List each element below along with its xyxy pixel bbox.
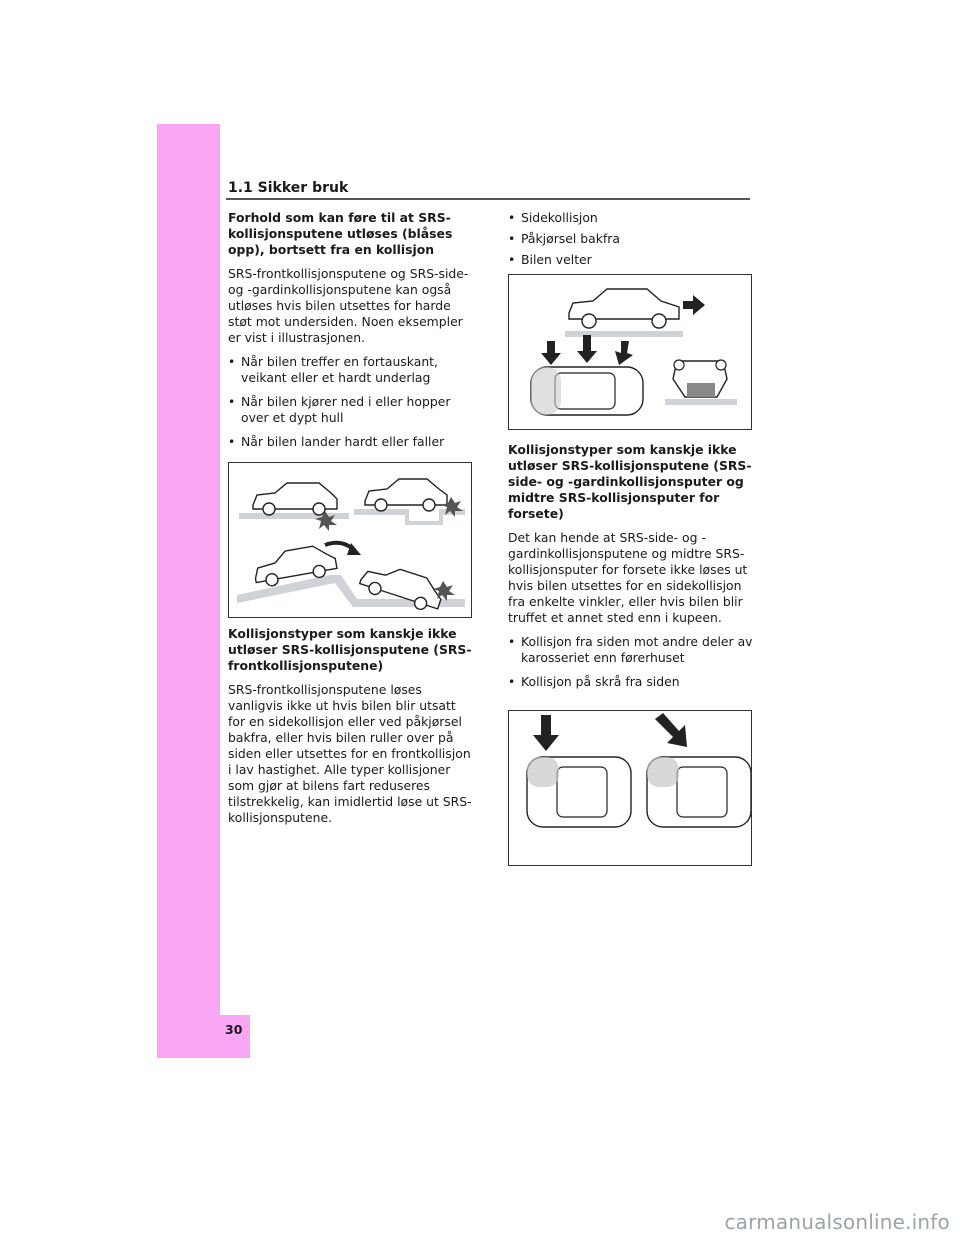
section-title: 1.1 Sikker bruk (228, 180, 349, 196)
left-column (228, 210, 474, 834)
chapter-tab-strip (157, 124, 220, 1058)
arrow-icon (615, 341, 633, 365)
car-top-view-icon (527, 757, 631, 827)
arrow-icon (325, 543, 353, 549)
list-item: • Når bilen lander hardt eller faller (228, 434, 474, 450)
paragraph-side-curtain-airbags: Det kan hende at SRS-side- og -gardinkollisjonsputene og midtre SRS-kollisjonsputer for forsete ikke løses ut hvis bilen utsettes for en sidekollisjon fra enkelte vinkler, eller hvis bilen blir truffet et annet sted enn i kupeen. (508, 530, 748, 625)
list-item: • Bilen velter (508, 252, 754, 268)
car-side-icon (365, 479, 447, 511)
heading-side-curtain-airbags: Kollisjonstyper som kanskje ikke utløser SRS-kollisjonsputene (SRS-side- og -gardinkollisjonsputer og midtre SRS-kollisjonsputer for forsete) (508, 442, 752, 521)
list-item: • Sidekollisjon (508, 210, 754, 226)
paragraph-frontal-airbags: SRS-frontkollisjonsputene løses vanligvis ikke ut hvis bilen blir utsatt for en sidekollisjon eller ved påkjørsel bakfra, eller hvis bilen ruller over på siden eller utsettes for en frontkollisjon i lav hastighet. Alle typer kollisjoner som gjør at bilens fart reduseres tilstrekkelig, kan imidlertid løse ut SRS-kollisjonsputene. (228, 682, 472, 825)
arrow-icon (541, 341, 561, 365)
illustration-side-impact-angles (508, 710, 752, 866)
list-item: • Kollisjon fra siden mot andre deler av karosseriet enn førerhuset (508, 634, 754, 666)
car-side-icon (253, 483, 337, 515)
section-divider (226, 198, 750, 200)
arrow-icon (577, 335, 597, 363)
list-item: • Når bilen kjører ned i eller hopper over et dypt hull (228, 394, 474, 426)
page-number: 30 (225, 1022, 243, 1037)
car-side-icon (569, 289, 679, 328)
list-item: • Påkjørsel bakfra (508, 231, 754, 247)
watermark: carmanualsonline.info (724, 1210, 950, 1234)
right-column (508, 210, 754, 874)
illustration-underside-impacts (228, 462, 472, 618)
paragraph-underside-impact: SRS-frontkollisjonsputene og SRS-side- og -gardinkollisjonsputene kan også utløses hvis bilen utsettes for harde støt mot undersiden. Noen eksempler er vist i illustrasjonen. (228, 266, 469, 345)
illustration-side-rear-rollover (508, 274, 752, 430)
arrow-icon (655, 713, 687, 747)
list-item: • Når bilen treffer en fortauskant, veikant eller et hardt underlag (228, 354, 474, 386)
car-top-view-icon (647, 757, 751, 827)
arrow-icon (533, 715, 559, 751)
list-item: • Kollisjon på skrå fra siden (508, 674, 754, 690)
car-rollover-icon (673, 360, 727, 397)
car-top-view-icon (531, 367, 643, 415)
heading-airbag-conditions: Forhold som kan føre til at SRS-kollisjonsputene utløses (blåses opp), bortsett fra en kollisjon (228, 210, 453, 257)
heading-frontal-airbags: Kollisjonstyper som kanskje ikke utløser SRS-kollisjonsputene (SRS-frontkollisjonsputene) (228, 626, 472, 673)
arrow-icon (683, 295, 705, 315)
